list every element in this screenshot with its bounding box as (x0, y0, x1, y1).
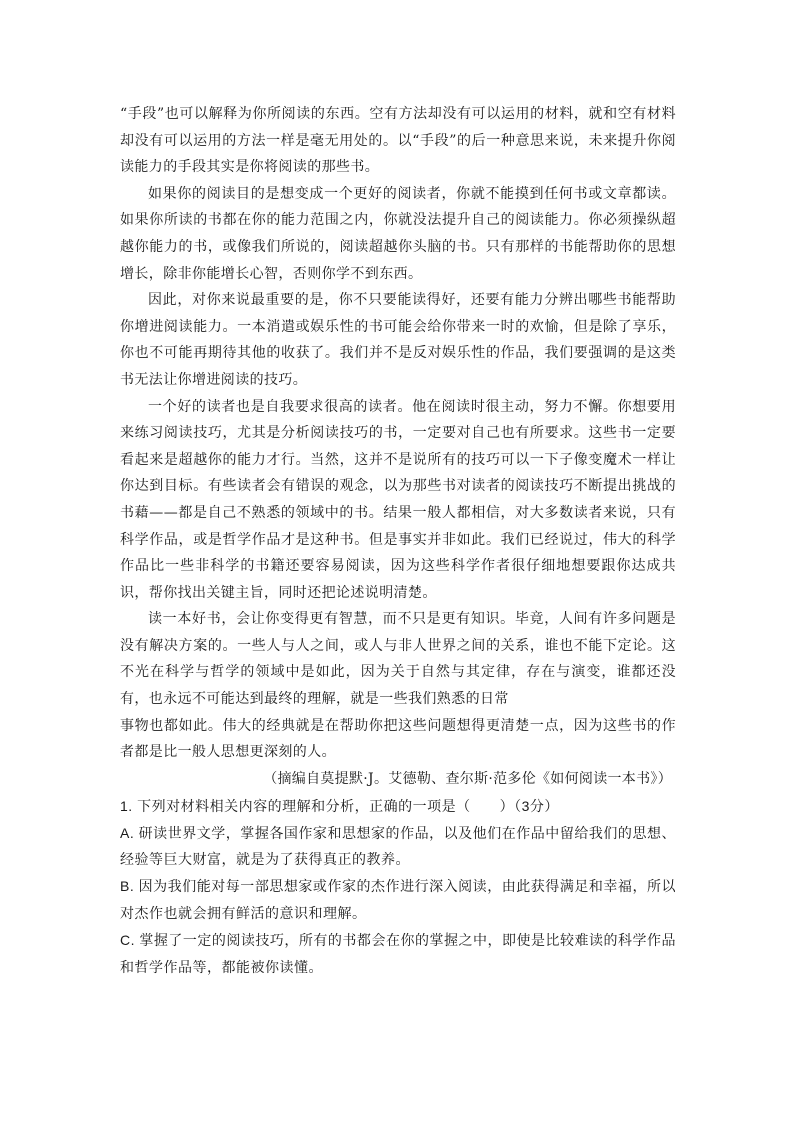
document-page (120, 101, 676, 980)
article-paragraph-6: 事物也都如此。伟大的经典就是在帮助你把这些问题想得更清楚一点，因为这些书的作者都是比一般人思想更深刻的人。 (120, 717, 676, 761)
article-paragraph-4: 一个好的读者也是自我要求很高的读者。他在阅读时很主动，努力不懈。你想要用来练习阅读技巧，尤其是分析阅读技巧的书，一定要对自己也有所要求。这些书一定要看起来是超越你的能力才行。当然，这并不是说所有的技巧可以一下子像变魔术一样让你达到目标。有些读者会有错误的观念，以为那些书对读者的阅读技巧不断提出挑战的书藉——都是自己不熟悉的领域中的书。结果一般人都相信，对大多数读者来说，只有科学作品，或是哲学作品才是这种书。但是事实并非如此。我们已经说过，伟大的科学作品比一些非科学的书籍还要容易阅读，因为这些科学作者很仔细地想要跟你达成共识，帮你找出关键主旨，同时还把论述说明清楚。 (120, 398, 676, 601)
article-paragraph-5: 读一本好书，会让你变得更有智慧，而不只是更有知识。毕竟，人间有许多问题是没有解决方案的。一些人与人之间，或人与非人世界之间的关系，谁也不能下定论。这不光在科学与哲学的领域中是如此，因为关于自然与其定律，存在与演变，谁都还没有，也永远不可能达到最终的理解，就是一些我们熟悉的日常 (120, 611, 676, 708)
option-c: C. 掌握了一定的阅读技巧，所有的书都会在你的掌握之中，即使是比较难读的科学作品和哲学作品等，都能被你读懂。 (120, 931, 676, 975)
article-paragraph-1: “手段”也可以解释为你所阅读的东西。空有方法却没有可以运用的材料，就和空有材料却没有可以运用的方法一样是毫无用处的。以“手段”的后一种意思来说，未来提升你阅读能力的手段其实是你将阅读的那些书。 (120, 106, 676, 176)
question-stem: 1. 下列对材料相关内容的理解和分析，正确的一项是（ ）（3分） (120, 797, 559, 814)
article-paragraph-3: 因此，对你来说最重要的是，你不只要能读得好，还要有能力分辨出哪些书能帮助你增进阅读能力。一本消遣或娱乐性的书可能会给你带来一时的欢愉，但是除了享乐，你也不可能再期待其他的收获了。我们并不是反对娱乐性的作品，我们要强调的是这类书无法让你增进阅读的技巧。 (120, 292, 676, 388)
option-a: A. 研读世界文学，掌握各国作家和思想家的作品，以及他们在作品中留给我们的思想、经验等巨大财富，就是为了获得真正的教养。 (120, 824, 676, 868)
article-paragraph-2: 如果你的阅读目的是想变成一个更好的阅读者，你就不能摸到任何书或文章都读。如果你所读的书都在你的能力范围之内，你就没法提升自己的阅读能力。你必须操纵超越你能力的书，或像我们所说的，阅读超越你头脑的书。只有那样的书能帮助你的思想增长，除非你能增长心智，否则你学不到东西。 (120, 185, 676, 282)
article-source: （摘编自莫提默·J。艾德勒、查尔斯·范多伦《如何阅读一本书》） (263, 770, 672, 787)
option-b: B. 因为我们能对每一部思想家或作家的杰作进行深入阅读，由此获得满足和幸福，所以对杰作也就会拥有鲜活的意识和理解。 (120, 878, 676, 922)
